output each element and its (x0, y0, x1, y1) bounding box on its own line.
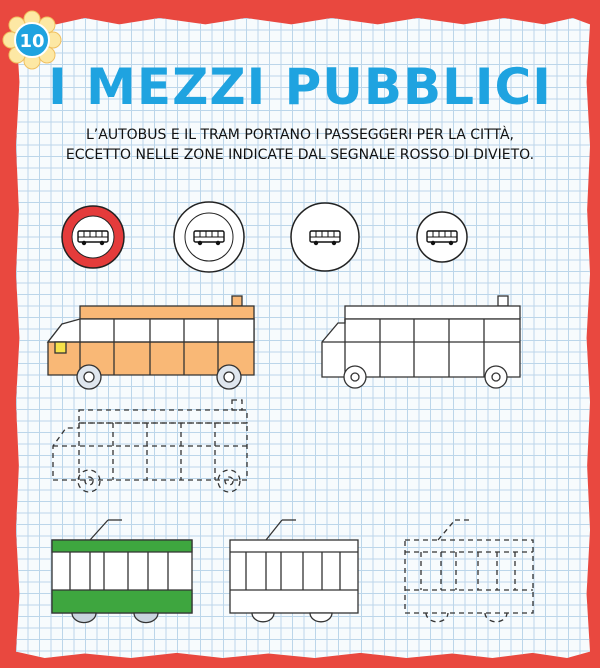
bus-dashed (53, 400, 247, 492)
bus-outline (322, 296, 520, 388)
sign-bus-outline-3 (417, 212, 467, 262)
sign-bus-outline-2 (291, 203, 359, 271)
instruction-line-1: L’AUTOBUS E IL TRAM PORTANO I PASSEGGERI PER LA CITTÀ, (86, 127, 514, 143)
tram-dashed (405, 520, 533, 622)
sign-bus-outline-1 (174, 202, 244, 272)
tram-outline (230, 520, 358, 622)
tram-colored (52, 520, 192, 623)
page-title: I MEZZI PUBBLICI (48, 58, 552, 116)
sign-no-bus-colored (62, 206, 124, 268)
bus-colored (48, 296, 254, 389)
instruction-line-2: ECCETTO NELLE ZONE INDICATE DAL SEGNALE ROSSO DI DIVIETO. (65, 147, 535, 163)
page-number: 10 (19, 31, 45, 52)
